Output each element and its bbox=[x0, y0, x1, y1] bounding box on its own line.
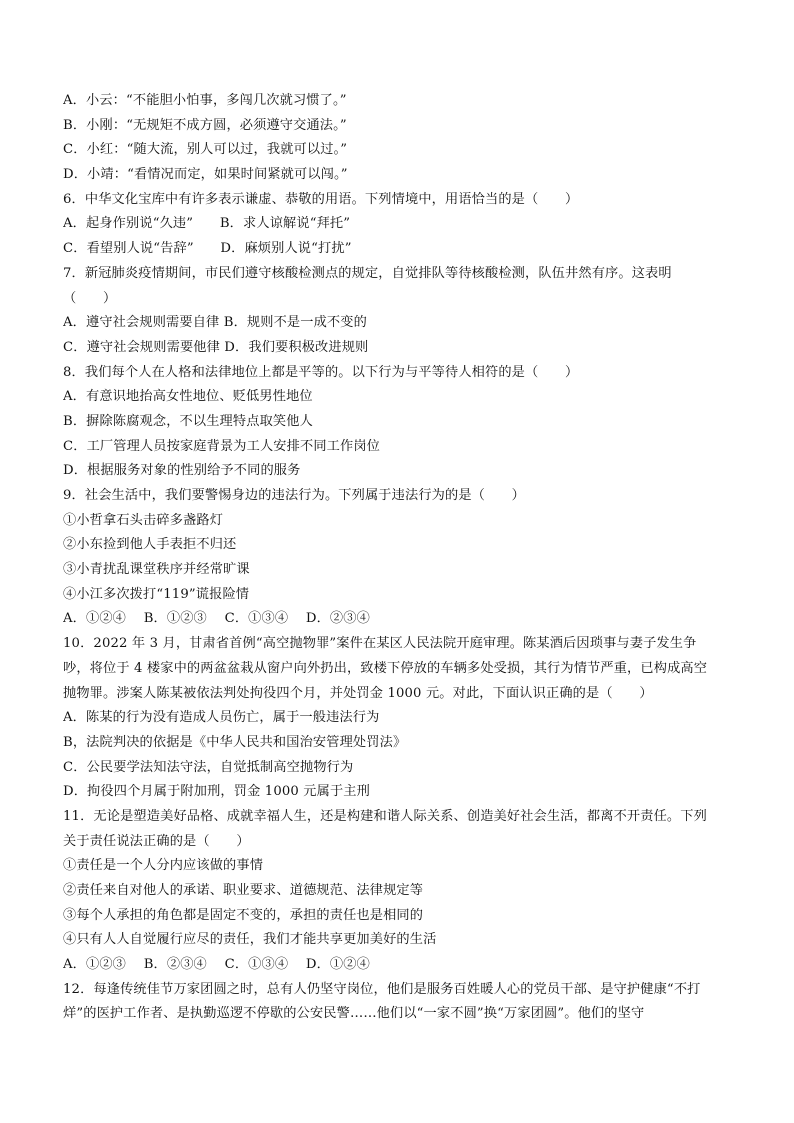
q10-option-c: C．公民要学法知法守法，自觉抵制高空抛物行为 bbox=[63, 759, 354, 775]
q9-item-1: ①小哲拿石头击碎多盏路灯 bbox=[63, 512, 224, 528]
q5-option-a: A．小云：“不能胆小怕事，多闯几次就习惯了。” bbox=[63, 93, 347, 108]
q9-item-2: ②小东捡到他人手表拒不归还 bbox=[63, 537, 237, 553]
q5-option-d: D．小靖：“看情况而定，如果时间紧就可以闯。” bbox=[63, 167, 348, 183]
q12-stem-1: 12．每逢传统佳节万家团圆之时，总有人仍坚守岗位，他们是服务百姓暖人心的党员干部、是守护健康“不打 bbox=[63, 981, 701, 997]
q9-stem: 9．社会生活中，我们要警惕身边的违法行为。下列属于违法行为的是（ ） bbox=[63, 488, 526, 503]
q10-option-b: B，法院判决的依据是《中华人民共和国治安管理处罚法》 bbox=[63, 734, 407, 750]
q9-item-4: ④小江多次拨打“119”谎报险情 bbox=[63, 586, 250, 602]
exam-page bbox=[63, 89, 753, 1027]
q11-item-2: ②责任来自对他人的承诺、职业要求、道德规范、法律规定等 bbox=[63, 883, 424, 898]
q11-options: A．①②③ B．②③④ C．①③④ D．①②④ bbox=[63, 957, 370, 973]
q6-stem: 6．中华文化宝库中有许多表示谦虚、恭敬的用语。下列情境中，用语恰当的是（ ） bbox=[63, 191, 579, 207]
q8-option-b: B．摒除陈腐观念，不以生理特点取笑他人 bbox=[63, 413, 313, 429]
q7-options-ab: A．遵守社会规则需要自律 B．规则不是一成不变的 bbox=[63, 315, 367, 331]
q8-option-d: D．根据服务对象的性别给予不同的服务 bbox=[63, 463, 301, 479]
q10-stem-3: 抛物罪。涉案人陈某被依法判处拘役四个月，并处罚金 1000 元。对此，下面认识正确的是（ ） bbox=[63, 685, 653, 701]
q11-stem-2: 关于责任说法正确的是（ ） bbox=[63, 833, 250, 849]
q5-option-b: B．小刚：“无规矩不成方圆，必须遵守交通法。” bbox=[63, 117, 347, 133]
q8-stem: 8．我们每个人在人格和法律地位上都是平等的。以下行为与平等待人相符的是（ ） bbox=[63, 364, 579, 380]
q11-stem-1: 11．无论是塑造美好品格、成就幸福人生，还是构建和谐人际关系、创造美好社会生活，都离不开责任。下列 bbox=[63, 808, 707, 824]
q5-option-c: C．小红：“随大流，别人可以过，我就可以过。” bbox=[63, 142, 348, 158]
q6-options-cd: C．看望别人说“告辞” D．麻烦别人说“打扰” bbox=[63, 241, 352, 257]
q9-options: A．①②④ B．①②③ C．①③④ D．②③④ bbox=[63, 611, 370, 627]
q11-item-4: ④只有人人自觉履行应尽的责任，我们才能共享更加美好的生活 bbox=[63, 932, 437, 948]
q10-option-d: D．拘役四个月属于附加刑，罚金 1000 元属于主刑 bbox=[63, 784, 370, 800]
q10-option-a: A．陈某的行为没有造成人员伤亡，属于一般违法行为 bbox=[63, 710, 380, 726]
q7-stem: 7．新冠肺炎疫情期间，市民们遵守核酸检测点的规定，自觉排队等待核酸检测，队伍井然有序。这表明 bbox=[63, 265, 672, 281]
q6-options-ab: A．起身作别说“久违” B．求人谅解说“拜托” bbox=[63, 216, 351, 232]
q8-option-c: C．工厂管理人员按家庭背景为工人安排不同工作岗位 bbox=[63, 438, 381, 454]
q9-item-3: ③小青扰乱课堂秩序并经常旷课 bbox=[63, 562, 250, 578]
q10-stem-2: 吵，将位于 4 楼家中的两盆盆栽从窗户向外扔出，致楼下停放的车辆多处受损，其行为情节严重，已构成高空 bbox=[63, 660, 708, 676]
q10-stem-1: 10．2022 年 3 月，甘肃省首例“高空抛物罪”案件在某区人民法院开庭审理。陈某酒后因琐事与妻子发生争 bbox=[63, 636, 697, 652]
q11-item-1: ①责任是一个人分内应该做的事情 bbox=[63, 858, 264, 874]
q7-stem-cont: （ ） bbox=[63, 290, 117, 306]
q7-options-cd: C．遵守社会规则需要他律 D．我们要积极改进规则 bbox=[63, 339, 369, 355]
q8-option-a: A．有意识地抬高女性地位、贬低男性地位 bbox=[63, 389, 313, 405]
q12-stem-2: 烊”的医护工作者、是执勤巡逻不停歇的公安民警……他们以“一家不圆”换“万家团圆”。他们的坚守 bbox=[63, 1006, 645, 1022]
q11-item-3: ③每个人承担的角色都是固定不变的，承担的责任也是相同的 bbox=[63, 907, 424, 923]
